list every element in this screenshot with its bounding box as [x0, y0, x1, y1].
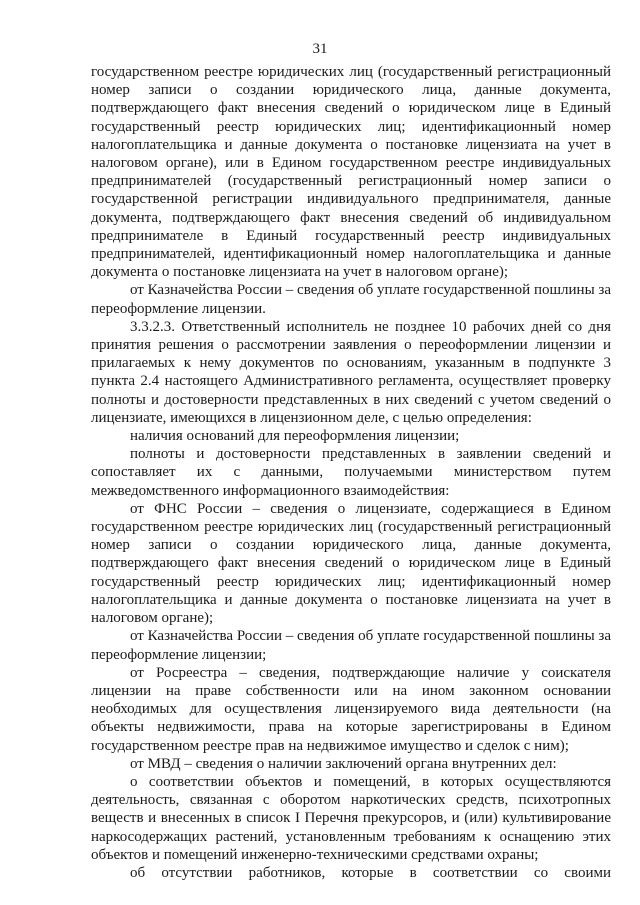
paragraph-3-3-2-3: 3.3.2.3. Ответственный исполнитель не позднее 10 рабочих дней со дня принятия решения о рассмотрении заявления о переоформлении лицензии и прилагаемых к нему документов по основаниям, указанным в подпункте 3 пункта 2.4 настоящего Административного регламента, осуществляет проверку полноты и достоверности представленных в них сведений с учетом сведений о лицензиате, имеющихся в лицензионном деле, с целью определения: — [91, 318, 611, 426]
paragraph-rosreestr-data: от Росреестра – сведения, подтверждающие наличие у соискателя лицензии на праве собственности или на ином законном основании необходимых для осуществления лицензируемого вида деятельности (на объекты недвижимости, права на которые зарегистрированы в Едином государственном реестре прав на недвижимое имущество и сделок с ним); — [91, 664, 611, 754]
document-body — [91, 63, 611, 882]
paragraph-treasury-fee-2: от Казначейства России – сведения об уплате государственной пошлины за переоформление лицензии; — [91, 628, 611, 663]
paragraph-registry-details: государственном реестре юридических лиц (государственный регистрационный номер записи о создании юридического лица, данные документа, подтверждающего факт внесения сведений о юридическом лице в Единый государственный реестр юридических лиц; идентификационный номер налогоплательщика и данные документа о постановке лицензиата на учет в налоговом органе), или в Едином государственном реестре индивидуальных предпринимателей (государственный регистрационный номер записи о государственной регистрации индивидуального предпринимателя, данные документа, подтверждающего факт внесения сведений об индивидуальном предпринимателе в Единый государственный реестр индивидуальных предпринимателей, идентификационный номер налогоплательщика и данные документа о постановке лицензиата на учет в налоговом органе); — [91, 64, 611, 281]
paragraph-objects-compliance: о соответствии объектов и помещений, в которых осуществляются деятельность, связанная с оборотом наркотических средств, психотропных веществ и внесенных в список I Перечня прекурсоров, и (или) культивирование наркосодержащих растений, установленным требованиям к оснащению этих объектов и помещений инженерно-техническими средствами охраны; — [91, 773, 611, 863]
paragraph-completeness-check: полноты и достоверности представленных в заявлении сведений и сопоставляет их с данными, получаемыми министерством путем межведомственного информационного взаимодействия: — [91, 446, 611, 499]
paragraph-mvd-data: от МВД – сведения о наличии заключений органа внутренних дел: — [130, 755, 557, 772]
paragraph-employees-absence: об отсутствии работников, которые в соответствии со своими — [130, 864, 611, 881]
paragraph-grounds-check: наличия оснований для переоформления лицензии; — [130, 428, 460, 445]
paragraph-treasury-fee: от Казначейства России – сведения об уплате государственной пошлины за переоформление лицензии. — [91, 282, 611, 317]
paragraph-fns-data: от ФНС России – сведения о лицензиате, содержащиеся в Едином государственном реестре юридических лиц (государственный регистрационный номер записи о создании юридического лица, данные документа, подтверждающего факт внесения сведений о юридическом лице в Единый государственный реестр юридических лиц; идентификационный номер налогоплательщика и данные документа о постановке лицензиата на учет в налоговом органе); — [91, 500, 611, 627]
page-number: 31 — [312, 41, 328, 57]
